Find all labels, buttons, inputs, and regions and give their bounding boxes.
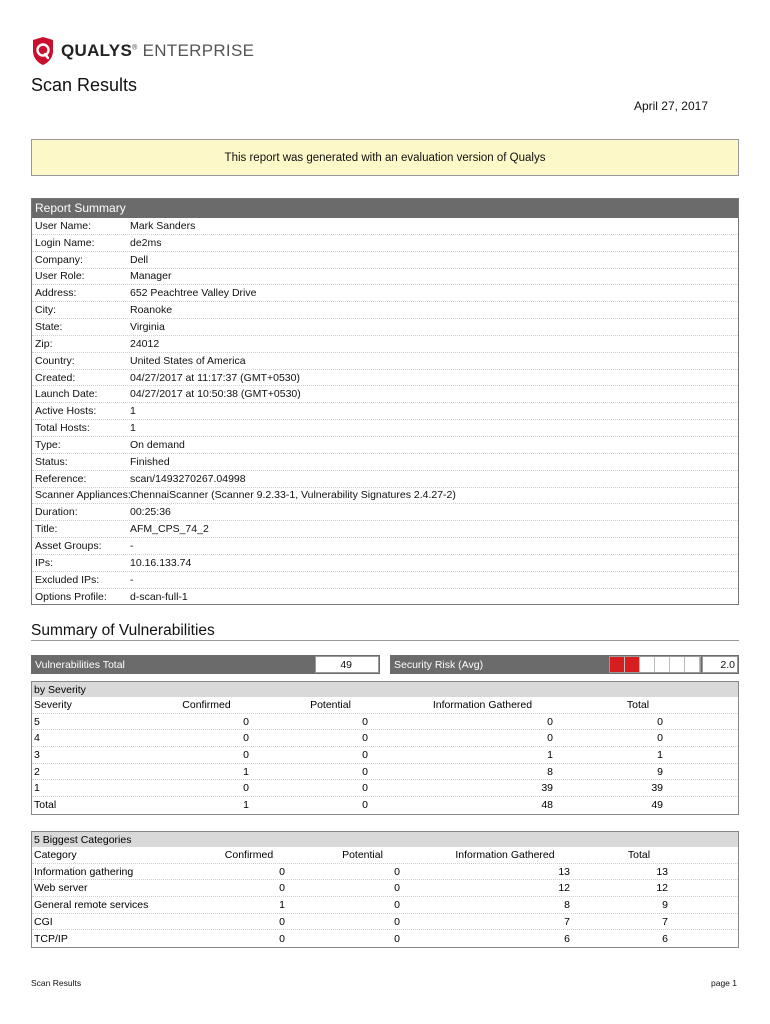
table-row	[32, 764, 738, 781]
summary-label: IPs:	[35, 556, 54, 569]
table-cell: 39	[651, 782, 663, 795]
categories-table-caption: 5 Biggest Categories	[32, 832, 738, 847]
summary-row	[32, 370, 738, 387]
summary-row	[32, 572, 738, 589]
summary-value: Finished	[130, 455, 170, 468]
footer-page-number: page 1	[711, 978, 737, 988]
table-cell: 13	[558, 865, 570, 878]
table-cell: 0	[279, 882, 285, 895]
column-header: Severity	[34, 698, 72, 711]
vulnerabilities-total-bar	[31, 655, 380, 674]
column-header: Confirmed	[182, 698, 231, 711]
table-row	[32, 714, 738, 731]
table-cell: 0	[657, 732, 663, 745]
summary-value: -	[130, 539, 134, 552]
summary-label: Total Hosts:	[35, 422, 90, 435]
risk-meter-cell	[655, 657, 670, 672]
summary-row	[32, 521, 738, 538]
summary-value: 652 Peachtree Valley Drive	[130, 287, 257, 300]
table-cell: 0	[279, 865, 285, 878]
vulnerabilities-total-label: Vulnerabilities Total	[35, 658, 125, 671]
risk-meter-cell	[670, 657, 685, 672]
summary-row	[32, 454, 738, 471]
table-header-row	[32, 697, 738, 714]
summary-value: Roanoke	[130, 304, 173, 317]
severity-table	[31, 681, 739, 815]
table-cell: 13	[656, 865, 668, 878]
footer-title: Scan Results	[31, 978, 82, 988]
table-header-row	[32, 847, 738, 864]
table-cell: 0	[362, 732, 368, 745]
table-cell: 8	[547, 765, 553, 778]
summary-label: Created:	[35, 371, 76, 384]
summary-value: d-scan-full-1	[130, 590, 188, 603]
summary-value: ChennaiScanner (Scanner 9.2.33-1, Vulnerability Signatures 2.4.27-2)	[130, 489, 456, 502]
summary-label: Active Hosts:	[35, 405, 97, 418]
summary-value: de2ms	[130, 236, 162, 249]
summary-value: 10.16.133.74	[130, 556, 192, 569]
vulnerabilities-heading: Summary of Vulnerabilities	[31, 622, 215, 639]
table-row	[32, 747, 738, 764]
summary-label: Zip:	[35, 337, 53, 350]
table-cell: Web server	[34, 882, 88, 895]
column-header: Confirmed	[224, 848, 274, 861]
table-cell: 6	[662, 932, 668, 945]
summary-label: Company:	[35, 253, 83, 266]
summary-row	[32, 218, 738, 235]
table-cell: 8	[564, 898, 570, 911]
security-risk-meter	[609, 656, 701, 673]
categories-table	[31, 831, 739, 948]
summary-row	[32, 285, 738, 302]
summary-label: Reference:	[35, 472, 87, 485]
summary-row	[32, 403, 738, 420]
summary-value: -	[130, 573, 134, 586]
summary-label: Country:	[35, 354, 75, 367]
table-row	[32, 897, 738, 914]
summary-row	[32, 538, 738, 555]
severity-table-caption: by Severity	[32, 682, 738, 697]
table-cell: 1	[657, 748, 663, 761]
summary-label: User Name:	[35, 219, 92, 232]
table-cell: 0	[394, 898, 400, 911]
summary-row	[32, 319, 738, 336]
summary-row	[32, 555, 738, 572]
summary-row	[32, 235, 738, 252]
summary-value: 24012	[130, 337, 160, 350]
table-cell: 0	[657, 715, 663, 728]
summary-label: State:	[35, 320, 63, 333]
column-header: Total	[627, 848, 651, 861]
summary-row	[32, 353, 738, 370]
column-header: Potential	[342, 848, 383, 861]
qualys-logo	[31, 36, 254, 66]
summary-row	[32, 420, 738, 437]
summary-value: 04/27/2017 at 10:50:38 (GMT+0530)	[130, 388, 301, 401]
brand-name: QUALYS® ENTERPRISE	[61, 41, 255, 60]
security-risk-bar	[390, 655, 739, 674]
report-date: April 27, 2017	[633, 99, 708, 113]
severity-table-body	[32, 697, 738, 814]
table-cell: 4	[34, 732, 40, 745]
vulnerabilities-total-value: 49	[315, 656, 379, 673]
column-header: Information Gathered	[432, 698, 533, 711]
risk-meter-cell	[625, 657, 640, 672]
summary-value: 04/27/2017 at 11:17:37 (GMT+0530)	[130, 371, 300, 384]
summary-label: Excluded IPs:	[35, 573, 100, 586]
table-cell: 0	[362, 748, 368, 761]
table-cell: 0	[243, 732, 249, 745]
table-cell: 0	[362, 799, 368, 812]
summary-label: Options Profile:	[35, 590, 107, 603]
table-cell: 7	[662, 915, 668, 928]
summary-row	[32, 269, 738, 286]
table-cell: 0	[243, 782, 249, 795]
summary-row	[32, 437, 738, 454]
table-cell: 12	[656, 882, 668, 895]
summary-value: Manager	[130, 270, 172, 283]
table-cell: 0	[394, 915, 400, 928]
table-cell: 6	[564, 932, 570, 945]
security-risk-label: Security Risk (Avg)	[394, 658, 484, 671]
risk-meter-cell	[685, 657, 700, 672]
table-cell: 1	[243, 765, 249, 778]
table-cell: Total	[34, 799, 57, 812]
table-cell: General remote services	[34, 898, 149, 911]
table-cell: 0	[362, 715, 368, 728]
table-cell: 0	[279, 915, 285, 928]
summary-value: scan/1493270267.04998	[130, 472, 246, 485]
table-cell: 3	[34, 748, 40, 761]
summary-label: Login Name:	[35, 236, 95, 249]
summary-label: City:	[35, 304, 56, 317]
summary-value: 1	[130, 422, 136, 435]
column-header: Information Gathered	[455, 848, 555, 861]
table-cell: 0	[394, 865, 400, 878]
report-summary-heading: Report Summary	[32, 199, 738, 218]
table-cell: 9	[662, 898, 668, 911]
summary-value: 1	[130, 405, 136, 418]
table-cell: 49	[651, 799, 663, 812]
table-row	[32, 880, 738, 897]
summary-row	[32, 386, 738, 403]
table-cell: 1	[34, 782, 40, 795]
report-summary	[31, 198, 739, 605]
evaluation-notice: This report was generated with an evaluation version of Qualys	[31, 139, 739, 176]
summary-label: Title:	[35, 523, 58, 536]
table-cell: Information gathering	[34, 865, 134, 878]
risk-meter-cell	[640, 657, 655, 672]
table-cell: 1	[547, 748, 553, 761]
summary-value: Mark Sanders	[130, 219, 196, 232]
table-cell: 5	[34, 715, 40, 728]
summary-label: Type:	[35, 438, 61, 451]
column-header: Potential	[310, 698, 351, 711]
summary-label: Status:	[35, 455, 68, 468]
table-cell: 0	[394, 882, 400, 895]
table-row	[32, 797, 738, 814]
summary-value: Dell	[130, 253, 149, 266]
summary-row	[32, 336, 738, 353]
column-header: Category	[34, 848, 77, 861]
summary-label: Duration:	[35, 506, 78, 519]
table-cell: 1	[279, 898, 285, 911]
summary-value: Virginia	[130, 320, 165, 333]
summary-value: 00:25:36	[130, 506, 171, 519]
table-cell: 7	[564, 915, 570, 928]
table-cell: 0	[547, 732, 553, 745]
table-row	[32, 864, 738, 881]
summary-label: Scanner Appliances:	[35, 489, 131, 502]
table-cell: 12	[558, 882, 570, 895]
summary-row	[32, 589, 738, 606]
summary-row	[32, 252, 738, 269]
table-cell: 48	[541, 799, 553, 812]
summary-row	[32, 302, 738, 319]
summary-value: United States of America	[130, 354, 246, 367]
summary-row	[32, 488, 738, 505]
section-divider	[31, 640, 739, 641]
summary-row	[32, 471, 738, 488]
table-cell: 1	[243, 799, 249, 812]
qualys-shield-icon	[31, 36, 55, 66]
table-cell: CGI	[34, 915, 53, 928]
summary-label: Asset Groups:	[35, 539, 102, 552]
table-cell: TCP/IP	[34, 932, 68, 945]
table-row	[32, 730, 738, 747]
summary-row	[32, 504, 738, 521]
page-title: Scan Results	[31, 75, 138, 95]
summary-label: Launch Date:	[35, 388, 98, 401]
table-cell: 0	[547, 715, 553, 728]
table-cell: 0	[243, 715, 249, 728]
risk-meter-cell	[610, 657, 625, 672]
column-header: Total	[626, 698, 650, 711]
summary-value: AFM_CPS_74_2	[130, 523, 209, 536]
table-cell: 0	[394, 932, 400, 945]
table-row	[32, 780, 738, 797]
table-cell: 9	[657, 765, 663, 778]
table-cell: 39	[541, 782, 553, 795]
table-cell: 2	[34, 765, 40, 778]
summary-label: Address:	[35, 287, 77, 300]
table-row	[32, 930, 738, 947]
categories-table-body	[32, 847, 738, 947]
report-summary-rows	[32, 218, 738, 605]
summary-value: On demand	[130, 438, 185, 451]
table-cell: 0	[362, 782, 368, 795]
table-cell: 0	[279, 932, 285, 945]
summary-label: User Role:	[35, 270, 85, 283]
table-cell: 0	[243, 748, 249, 761]
table-cell: 0	[362, 765, 368, 778]
table-row	[32, 914, 738, 931]
security-risk-value: 2.0	[702, 656, 738, 673]
